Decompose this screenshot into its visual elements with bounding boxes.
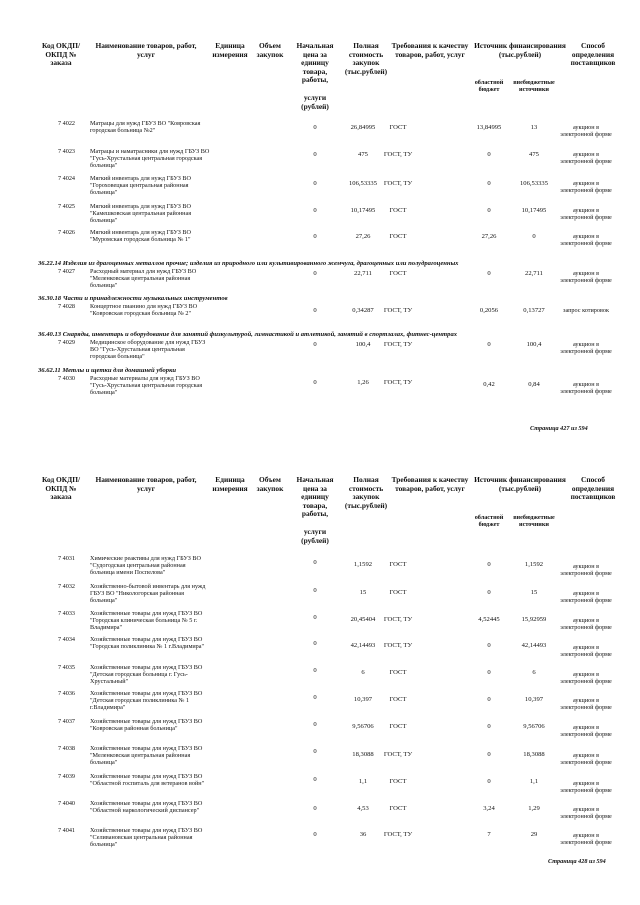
row-number: 7 4039 xyxy=(58,773,76,780)
header-source-extrabudget: внебюджетные источники xyxy=(513,514,555,528)
header-method: Способ определения поставщиков xyxy=(570,41,616,67)
row-name: Химические реактивы для нужд ГБУЗ ВО "Судогодская центральная районная больница имени Поспелова" xyxy=(90,555,201,576)
row-total: 6 xyxy=(361,669,365,676)
header-source: Источник финансирования (тыс.рублей) xyxy=(474,41,566,59)
row-number: 7 4041 xyxy=(58,827,76,834)
row-regional: 0,2056 xyxy=(479,307,499,314)
row-extrabudget: 100,4 xyxy=(526,341,542,348)
row-total: 27,26 xyxy=(355,233,371,240)
row-extrabudget: 42,14493 xyxy=(521,642,547,649)
header-total: Полная стоимость закупок (тыс.рублей) xyxy=(344,475,388,510)
row-method: запрос котировок xyxy=(563,307,609,314)
header-price-services: услуги (рублей) xyxy=(301,527,329,545)
row-extrabudget: 0,13727 xyxy=(523,307,545,314)
row-number: 7 4025 xyxy=(58,203,76,210)
row-requirements: ГОСТ, ТУ xyxy=(383,616,413,623)
row-method: аукцион в электронной форме xyxy=(560,151,612,166)
row-requirements: ГОСТ, ТУ xyxy=(383,379,413,386)
row-name: Хозяйственные товары для нужд ГБУЗ ВО "Селивановская центральная районная больница" xyxy=(90,827,203,848)
row-extrabudget: 9,56706 xyxy=(523,723,545,730)
header-source-regional: областной бюджет xyxy=(474,79,504,93)
row-number: 7 4033 xyxy=(58,610,76,617)
row-extrabudget: 15 xyxy=(530,589,538,596)
row-name: Хозяйственные товары для нужд ГБУЗ ВО "Меленковская центральная районная больница" xyxy=(90,745,203,766)
row-extrabudget: 10,17495 xyxy=(521,207,547,214)
header-name: Наименование товаров, работ, услуг xyxy=(95,475,197,493)
group-heading: 36.30.18 Части и принадлежности музыкальных инструментов xyxy=(38,295,228,302)
row-name: Хозяйственные товары для нужд ГБУЗ ВО "Городская поликлиника № 1 г.Владимира" xyxy=(90,636,205,650)
row-total: 9,56706 xyxy=(352,723,374,730)
header-code: Код ОКДП/ ОКПД № заказа xyxy=(41,475,81,501)
row-method: аукцион в электронной форме xyxy=(560,644,612,659)
row-extrabudget: 475 xyxy=(529,151,539,158)
row-number: 7 4031 xyxy=(58,555,76,562)
row-extrabudget: 13 xyxy=(530,124,538,131)
row-name: Матрацы для нужд ГБУЗ ВО "Ковровская городская больница №2" xyxy=(90,120,201,134)
row-regional: 3,24 xyxy=(483,805,495,812)
row-regional: 0 xyxy=(487,341,491,348)
row-regional: 0 xyxy=(487,669,491,676)
row-regional: 0 xyxy=(487,151,491,158)
row-name: Расходный материал для нужд ГБУЗ ВО "Меленковская центральная районная больница" xyxy=(90,268,197,289)
row-price: 0 xyxy=(313,307,317,314)
header-total: Полная стоимость закупок (тыс.рублей) xyxy=(344,41,388,76)
row-requirements: ГОСТ xyxy=(389,696,407,703)
row-number: 7 4032 xyxy=(58,583,76,590)
row-method: аукцион в электронной форме xyxy=(560,563,612,578)
row-requirements: ГОСТ, ТУ xyxy=(383,751,413,758)
header-requirements: Требования к качеству товаров, работ, услуг xyxy=(391,475,469,493)
row-price: 0 xyxy=(313,614,317,621)
row-total: 10,397 xyxy=(353,696,373,703)
row-extrabudget: 29 xyxy=(530,831,538,838)
row-price: 0 xyxy=(313,559,317,566)
row-price: 0 xyxy=(313,233,317,240)
row-name: Хозяйственные товары для нужд ГБУЗ ВО "Городская клиническая больница № 5 г. Владимира" xyxy=(90,610,203,631)
row-total: 1,1592 xyxy=(353,561,373,568)
row-name: Хозяйственные товары для нужд ГБУЗ ВО "Ковровская районная больница" xyxy=(90,718,203,732)
row-number: 7 4026 xyxy=(58,229,76,236)
row-extrabudget: 22,711 xyxy=(525,270,543,277)
row-name: Медицинское оборудование для нужд ГБУЗ ВО "Гусь-Хрустальная центральная городская больница" xyxy=(90,339,206,360)
row-name: Мягкий инвентарь для нужд ГБУЗ ВО "Гороховецкая центральная районная больница" xyxy=(90,175,191,196)
row-price: 0 xyxy=(313,341,317,348)
header-price: Начальная цена за единицу товара, работы, xyxy=(296,475,334,518)
row-total: 4,53 xyxy=(357,805,369,812)
row-number: 7 4038 xyxy=(58,745,76,752)
row-name: Хозяйственные товары для нужд ГБУЗ ВО "Детская городская поликлиника № 1 г.Владимира" xyxy=(90,690,203,711)
row-number: 7 4040 xyxy=(58,800,76,807)
row-regional: 0 xyxy=(487,751,491,758)
row-price: 0 xyxy=(313,640,317,647)
row-regional: 7 xyxy=(487,831,491,838)
row-price: 0 xyxy=(313,270,317,277)
row-number: 7 4037 xyxy=(58,718,76,725)
row-regional: 0 xyxy=(487,589,491,596)
row-extrabudget: 10,397 xyxy=(524,696,544,703)
row-requirements: ГОСТ xyxy=(389,561,407,568)
row-total: 100,4 xyxy=(355,341,371,348)
row-method: аукцион в электронной форме xyxy=(560,270,612,285)
header-price: Начальная цена за единицу товара, работы, xyxy=(296,41,334,84)
row-name: Матрацы и наматрасники для нужд ГБУЗ ВО "Гусь-Хрустальная центральная городская больница" xyxy=(90,148,210,169)
row-extrabudget: 106,53335 xyxy=(519,180,549,187)
row-price: 0 xyxy=(313,667,317,674)
row-method: аукцион в электронной форме xyxy=(560,697,612,712)
row-extrabudget: 1,29 xyxy=(528,805,540,812)
row-requirements: ГОСТ xyxy=(389,805,407,812)
header-price-services: услуги (рублей) xyxy=(301,93,329,111)
row-price: 0 xyxy=(313,831,317,838)
row-number: 7 4022 xyxy=(58,120,76,127)
row-number: 7 4023 xyxy=(58,148,76,155)
row-extrabudget: 0,84 xyxy=(528,381,540,388)
row-number: 7 4024 xyxy=(58,175,76,182)
row-total: 22,711 xyxy=(354,270,372,277)
header-code: Код ОКДП/ ОКПД № заказа xyxy=(41,41,81,67)
header-source-extrabudget: внебюджетные источники xyxy=(513,79,555,93)
row-method: аукцион в электронной форме xyxy=(560,180,612,195)
row-number: 7 4030 xyxy=(58,375,76,382)
row-method: аукцион в электронной форме xyxy=(560,233,612,248)
row-requirements: ГОСТ, ТУ xyxy=(383,642,413,649)
row-method: аукцион в электронной форме xyxy=(560,381,612,396)
row-method: аукцион в электронной форме xyxy=(560,806,612,821)
row-regional: 0 xyxy=(487,696,491,703)
row-price: 0 xyxy=(313,694,317,701)
row-method: аукцион в электронной форме xyxy=(560,752,612,767)
row-extrabudget: 1,1592 xyxy=(524,561,544,568)
row-extrabudget: 6 xyxy=(532,669,536,676)
row-price: 0 xyxy=(313,124,317,131)
group-heading: 36.22.14 Изделия из драгоценных металлов прочие; изделия из природного или культивированного жемчуга, драгоценных или полудрагоценных xyxy=(38,260,459,267)
row-total: 36 xyxy=(359,831,367,838)
row-regional: 0 xyxy=(487,270,491,277)
row-regional: 27,26 xyxy=(481,233,497,240)
row-requirements: ГОСТ, ТУ xyxy=(383,180,413,187)
row-regional: 0 xyxy=(487,642,491,649)
row-number: 7 4028 xyxy=(58,303,76,310)
row-price: 0 xyxy=(313,207,317,214)
row-total: 0,34287 xyxy=(352,307,374,314)
row-total: 1,26 xyxy=(357,379,369,386)
row-total: 15 xyxy=(359,589,367,596)
row-requirements: ГОСТ xyxy=(389,124,407,131)
row-number: 7 4035 xyxy=(58,664,76,671)
row-requirements: ГОСТ xyxy=(389,233,407,240)
row-regional: 0 xyxy=(487,207,491,214)
group-heading: 36.62.11 Метлы и щетки для домашней уборки xyxy=(38,367,177,374)
row-method: аукцион в электронной форме xyxy=(560,341,612,356)
row-name: Хозяйственные товары для нужд ГБУЗ ВО "Областной госпиталь для ветеранов войн" xyxy=(90,773,205,787)
header-method: Способ определения поставщиков xyxy=(570,475,616,501)
row-requirements: ГОСТ xyxy=(389,723,407,730)
row-requirements: ГОСТ xyxy=(389,778,407,785)
row-method: аукцион в электронной форме xyxy=(560,724,612,739)
row-method: аукцион в электронной форме xyxy=(560,124,612,139)
row-requirements: ГОСТ xyxy=(389,669,407,676)
row-method: аукцион в электронной форме xyxy=(560,780,612,795)
row-total: 10,17495 xyxy=(350,207,376,214)
header-volume: Объем закупок xyxy=(256,475,284,493)
row-price: 0 xyxy=(313,180,317,187)
row-price: 0 xyxy=(313,151,317,158)
row-price: 0 xyxy=(313,587,317,594)
header-requirements: Требования к качеству товаров, работ, услуг xyxy=(391,41,469,59)
row-requirements: ГОСТ xyxy=(389,589,407,596)
row-number: 7 4029 xyxy=(58,339,76,346)
row-name: Концертное пианино для нужд ГБУЗ ВО "Ковровская городская больница № 2" xyxy=(90,303,198,317)
row-requirements: ГОСТ xyxy=(389,207,407,214)
row-regional: 0 xyxy=(487,778,491,785)
header-name: Наименование товаров, работ, услуг xyxy=(95,41,197,59)
row-requirements: ГОСТ xyxy=(389,270,407,277)
row-name: Мягкий инвентарь для нужд ГБУЗ ВО "Камешковская центральная районная больница" xyxy=(90,203,192,224)
row-regional: 4,52445 xyxy=(478,616,500,623)
row-method: аукцион в электронной форме xyxy=(560,617,612,632)
header-unit: Единица измерения xyxy=(212,475,248,493)
row-extrabudget: 1,1 xyxy=(529,778,539,785)
row-requirements: ГОСТ, ТУ xyxy=(383,151,413,158)
page-footer: Страница 427 из 594 xyxy=(530,425,588,432)
row-number: 7 4034 xyxy=(58,636,76,643)
row-total: 42,14493 xyxy=(350,642,376,649)
row-total: 18,3088 xyxy=(352,751,374,758)
row-regional: 0 xyxy=(487,723,491,730)
group-heading: 36.40.13 Снаряды, инвентарь и оборудование для занятий физкультурой, гимнастикой и атлетикой, занятий в спортзалах, фитнес-центрах xyxy=(38,331,458,338)
row-method: аукцион в электронной форме xyxy=(560,832,612,847)
row-method: аукцион в электронной форме xyxy=(560,207,612,222)
row-method: аукцион в электронной форме xyxy=(560,671,612,686)
row-extrabudget: 18,3088 xyxy=(523,751,545,758)
row-name: Хозяйственные товары для нужд ГБУЗ ВО "Областной наркологический диспансер" xyxy=(90,800,203,814)
row-name: Хозяйственные товары для нужд ГБУЗ ВО "Детская городская больница г. Гусь-Хрустальный" xyxy=(90,664,203,685)
row-requirements: ГОСТ, ТУ xyxy=(383,341,413,348)
row-price: 0 xyxy=(313,776,317,783)
row-number: 7 4027 xyxy=(58,268,76,275)
row-name: Мягкий инвентарь для нужд ГБУЗ ВО "Муромская городская больница № 1" xyxy=(90,229,191,243)
row-price: 0 xyxy=(313,748,317,755)
row-regional: 0,42 xyxy=(483,381,495,388)
row-price: 0 xyxy=(313,721,317,728)
row-total: 20,45404 xyxy=(350,616,376,623)
row-method: аукцион в электронной форме xyxy=(560,590,612,605)
row-regional: 0 xyxy=(487,561,491,568)
row-price: 0 xyxy=(313,379,317,386)
row-price: 0 xyxy=(313,805,317,812)
page-footer: Страница 428 из 594 xyxy=(548,858,606,865)
row-extrabudget: 15,92959 xyxy=(521,616,547,623)
row-requirements: ГОСТ, ТУ xyxy=(383,831,413,838)
header-unit: Единица измерения xyxy=(212,41,248,59)
row-requirements: ГОСТ, ТУ xyxy=(383,307,413,314)
row-number: 7 4036 xyxy=(58,690,76,697)
row-name: Хозяйственно-бытовой инвентарь для нужд ГБУЗ ВО "Никологорская районная больница" xyxy=(90,583,206,604)
header-volume: Объем закупок xyxy=(256,41,284,59)
row-total: 106,53335 xyxy=(348,180,378,187)
row-total: 475 xyxy=(358,151,368,158)
row-total: 1,1 xyxy=(358,778,368,785)
header-source-regional: областной бюджет xyxy=(474,514,504,528)
row-regional: 0 xyxy=(487,180,491,187)
row-name: Расходные материалы для нужд ГБУЗ ВО "Гусь-Хрустальная центральная городская больница" xyxy=(90,375,203,396)
row-extrabudget: 0 xyxy=(532,233,536,240)
row-total: 26,84995 xyxy=(350,124,376,131)
row-regional: 13,84995 xyxy=(476,124,502,131)
header-source: Источник финансирования (тыс.рублей) xyxy=(474,475,566,493)
